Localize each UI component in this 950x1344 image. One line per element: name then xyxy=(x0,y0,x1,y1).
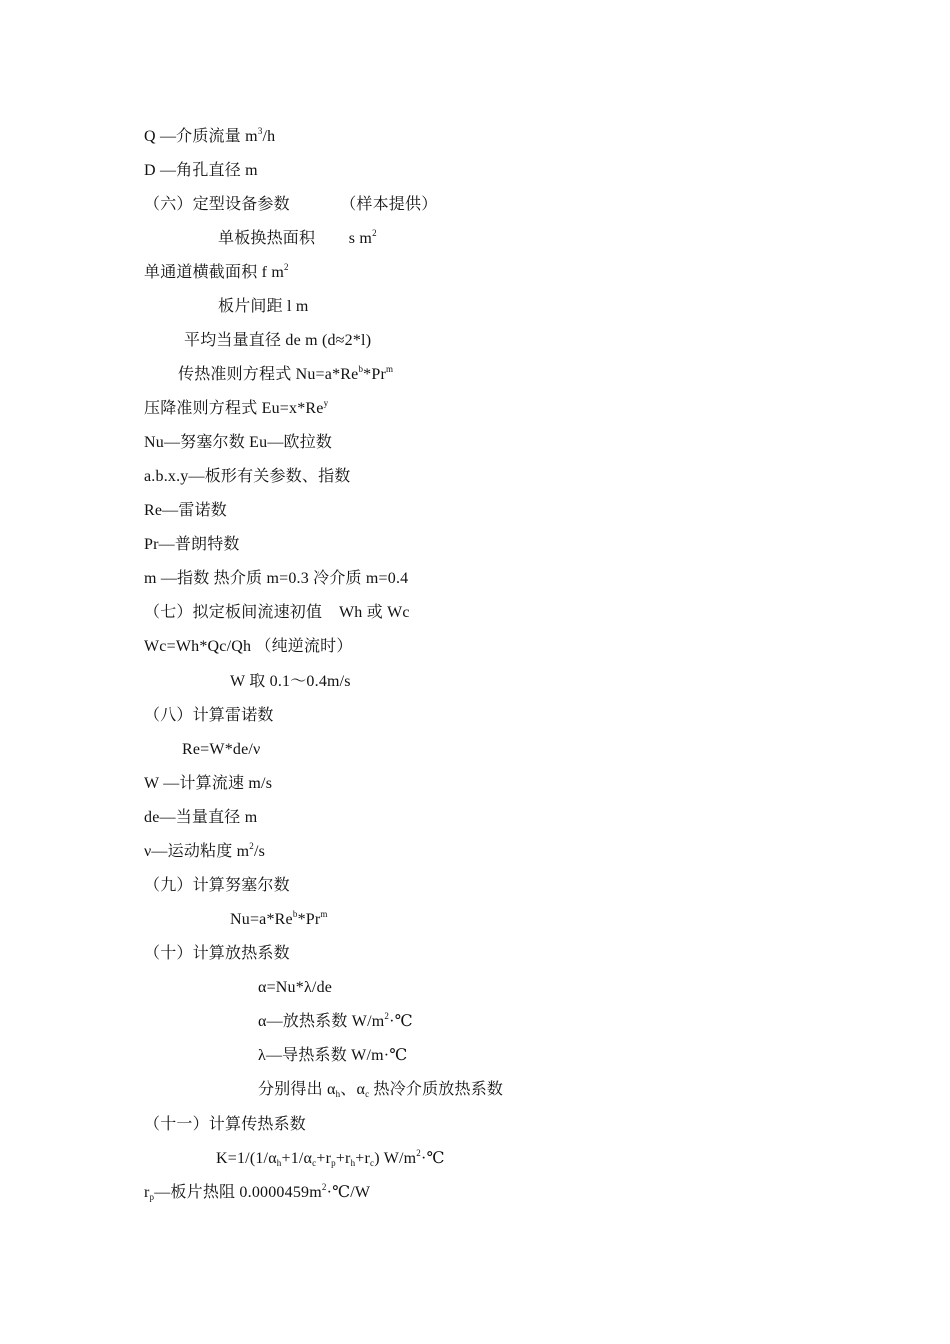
text-line xyxy=(178,365,393,385)
text-segment: m —指数 热介质 m=0.3 冷介质 m=0.4 xyxy=(144,570,409,587)
text-line xyxy=(144,501,227,521)
text-line xyxy=(144,263,289,283)
text-line xyxy=(258,1080,503,1100)
text-segment: de—当量直径 m xyxy=(144,809,258,826)
text-line xyxy=(230,672,351,692)
text-segment: K=1/(1/α xyxy=(216,1150,277,1167)
text-segment: Re—雷诺数 xyxy=(144,502,227,519)
superscript: b xyxy=(292,909,298,919)
text-segment: D —角孔直径 m xyxy=(144,162,258,179)
text-line xyxy=(144,569,408,589)
superscript: m xyxy=(320,909,328,919)
text-line xyxy=(184,331,371,351)
subscript: c xyxy=(312,1158,317,1168)
text-segment: /h xyxy=(262,128,276,145)
text-segment: 分别得出 α xyxy=(258,1081,336,1098)
superscript: y xyxy=(323,398,329,408)
text-line xyxy=(144,603,410,623)
text-segment: Nu—努塞尔数 Eu—欧拉数 xyxy=(144,434,333,451)
text-line xyxy=(144,774,272,794)
text-segment: +r xyxy=(335,1150,351,1167)
text-line xyxy=(144,399,328,419)
text-segment: Wc=Wh*Qc/Qh （纯逆流时） xyxy=(144,638,353,655)
text-segment: 压降准则方程式 Eu=x*Re xyxy=(144,400,324,417)
subscript: p xyxy=(149,1192,155,1202)
subscript: c xyxy=(370,1158,375,1168)
text-segment: （八）计算雷诺数 xyxy=(144,707,274,724)
superscript: 2 xyxy=(283,262,289,272)
text-line xyxy=(144,637,353,657)
text-segment: ·℃ xyxy=(389,1013,413,1030)
text-segment: α—放热系数 W/m xyxy=(258,1013,385,1030)
text-segment: ν—运动粘度 m xyxy=(144,843,250,860)
text-line xyxy=(258,1046,407,1066)
text-segment: r xyxy=(144,1184,150,1201)
text-segment: 板片间距 l m xyxy=(218,298,309,315)
superscript: m xyxy=(386,364,394,374)
text-segment: Pr—普朗特数 xyxy=(144,536,240,553)
text-line xyxy=(144,808,257,828)
text-segment: （七）拟定板间流速初值 Wh 或 Wc xyxy=(144,604,410,621)
text-segment: a.b.x.y—板形有关参数、指数 xyxy=(144,468,351,485)
text-segment: *Pr xyxy=(363,366,386,383)
subscript: p xyxy=(331,1158,336,1168)
text-line xyxy=(182,740,260,760)
text-segment: ·℃/W xyxy=(326,1184,371,1201)
text-segment: 、α xyxy=(340,1081,366,1098)
text-segment: 传热准则方程式 Nu=a*Re xyxy=(178,366,359,383)
text-segment: ·℃ xyxy=(420,1150,445,1167)
superscript: 2 xyxy=(372,228,377,238)
superscript: b xyxy=(358,364,364,374)
text-line xyxy=(144,127,275,147)
text-segment: +r xyxy=(355,1150,371,1167)
text-line xyxy=(144,944,290,964)
text-line xyxy=(144,1115,306,1135)
text-segment: α=Nu*λ/de xyxy=(258,979,333,996)
text-segment: λ—导热系数 W/m·℃ xyxy=(258,1047,408,1064)
superscript: 2 xyxy=(249,841,254,851)
text-segment: *Pr xyxy=(297,911,321,928)
text-line xyxy=(144,467,351,487)
superscript: 2 xyxy=(384,1011,390,1021)
subscript: h xyxy=(350,1158,356,1168)
subscript: h xyxy=(335,1089,341,1099)
subscript: c xyxy=(365,1089,370,1099)
text-segment: —板片热阻 0.0000459m xyxy=(154,1184,322,1201)
text-segment: +1/α xyxy=(281,1150,313,1167)
text-segment: （六）定型设备参数 （样本提供） xyxy=(144,196,438,213)
text-segment: 热冷介质放热系数 xyxy=(369,1081,504,1098)
superscript: 2 xyxy=(416,1148,421,1158)
text-line xyxy=(144,876,290,896)
text-line xyxy=(258,1012,413,1032)
subscript: h xyxy=(276,1158,282,1168)
text-segment: （九）计算努塞尔数 xyxy=(144,877,290,894)
text-segment: ) W/m xyxy=(374,1150,417,1167)
text-line xyxy=(230,910,328,930)
text-line xyxy=(144,1183,370,1203)
superscript: 3 xyxy=(257,126,263,136)
text-segment: +r xyxy=(316,1150,332,1167)
text-segment: W 取 0.1～0.4m/s xyxy=(230,673,351,690)
text-line xyxy=(258,978,332,998)
text-line xyxy=(218,297,309,317)
text-line xyxy=(144,195,437,215)
text-segment: 单通道横截面积 f m xyxy=(144,264,284,281)
text-segment: 单板换热面积 s m xyxy=(218,230,373,247)
text-segment: Re=W*de/ν xyxy=(182,741,261,758)
text-segment: Nu=a*Re xyxy=(230,911,293,928)
text-line xyxy=(144,535,240,555)
text-line xyxy=(218,229,377,249)
text-line xyxy=(144,842,265,862)
text-line xyxy=(144,706,274,726)
text-segment: （十）计算放热系数 xyxy=(144,945,290,962)
text-segment: /s xyxy=(253,843,266,860)
superscript: 2 xyxy=(321,1182,327,1192)
text-segment: Q —介质流量 m xyxy=(144,128,258,145)
text-line xyxy=(216,1149,445,1169)
text-segment: 平均当量直径 de m (d≈2*l) xyxy=(184,332,372,349)
text-line xyxy=(144,161,258,181)
text-line xyxy=(144,433,332,453)
text-segment: （十一）计算传热系数 xyxy=(144,1116,307,1133)
text-segment: W —计算流速 m/s xyxy=(144,775,273,792)
